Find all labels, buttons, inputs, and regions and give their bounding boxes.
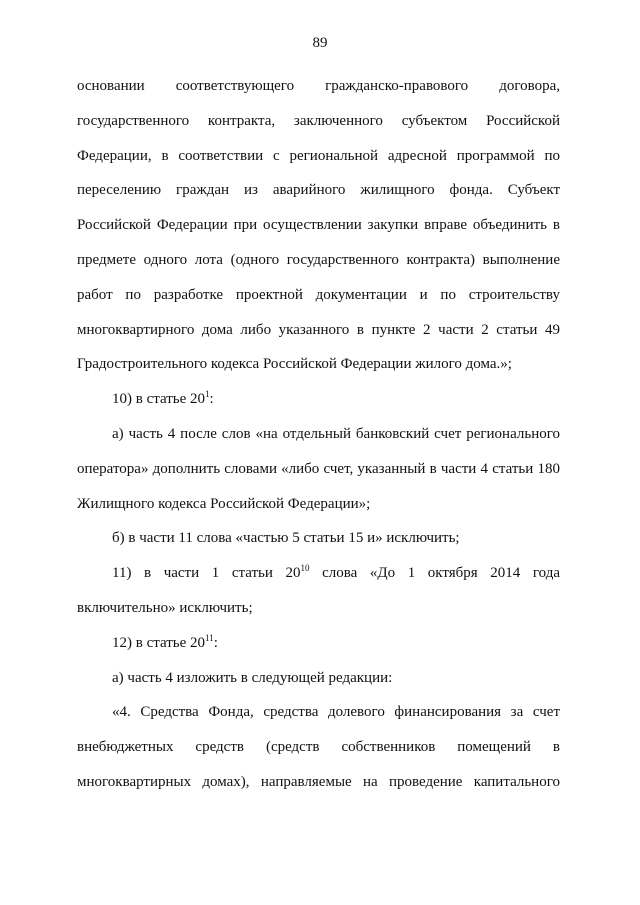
superscript: 11 — [205, 632, 214, 643]
superscript: 10 — [300, 563, 310, 574]
text-line-main: переселению граждан из аварийного жилищного фонда. Субъект — [77, 182, 560, 199]
text-line — [77, 139, 560, 174]
text-line-main: внебюджетных средств (средств собственников помещений в — [77, 739, 560, 756]
text-line — [77, 104, 560, 139]
text-line-tail: : — [209, 391, 214, 408]
document-body — [77, 69, 560, 800]
text-line-main: а) часть 4 после слов «на отдельный банковский счет регионального — [112, 425, 560, 442]
text-line — [77, 382, 560, 417]
text-line-main: а) часть 4 изложить в следующей редакции: — [112, 669, 393, 686]
text-line — [77, 313, 560, 348]
text-line-main: многоквартирных домах), направляемые на проведение капитального — [77, 773, 560, 790]
text-line-main: оператора» дополнить словами «либо счет, указанный в части 4 статьи 180 — [77, 460, 560, 477]
text-line-main: 12) в статье 20 — [112, 634, 206, 651]
text-line-main: включительно» исключить; — [77, 599, 253, 616]
text-line — [77, 661, 560, 696]
text-line-main: Градостроительного кодекса Российской Федерации жилого дома.»; — [77, 356, 512, 373]
text-line — [77, 591, 560, 626]
text-line — [77, 243, 560, 278]
text-line-main: 10) в статье 20 — [112, 391, 206, 408]
text-line-main: 11) в части 1 статьи 20 — [112, 565, 301, 582]
text-line-main: государственного контракта, заключенного субъектом Российской — [77, 112, 560, 129]
text-line — [77, 521, 560, 556]
text-line — [77, 417, 560, 452]
text-line — [77, 765, 560, 800]
text-line — [77, 452, 560, 487]
text-line-tail: : — [213, 634, 218, 651]
text-line — [77, 730, 560, 765]
text-line-main: основании соответствующего гражданско-правового договора, — [77, 78, 560, 94]
text-line-main: «4. Средства Фонда, средства долевого финансирования за счет — [112, 704, 560, 721]
text-line — [77, 347, 560, 382]
text-line-main: Жилищного кодекса Российской Федерации»; — [77, 495, 371, 512]
text-line-main: многоквартирного дома либо указанного в пункте 2 части 2 статьи 49 — [77, 321, 560, 338]
text-line-main: предмете одного лота (одного государственного контракта) выполнение — [77, 251, 560, 268]
text-line-tail: слова «До 1 октября 2014 года — [309, 565, 560, 582]
text-line — [77, 69, 560, 104]
text-line-main: Федерации, в соответствии с региональной адресной программой по — [77, 147, 560, 164]
text-line — [77, 695, 560, 730]
text-line — [77, 487, 560, 522]
text-line — [77, 556, 560, 591]
text-line — [77, 278, 560, 313]
text-line-main: Российской Федерации при осуществлении закупки вправе объединить в — [77, 217, 560, 234]
text-line — [77, 173, 560, 208]
page-number: 89 — [312, 35, 328, 51]
text-line-main: работ по разработке проектной документации и по строительству — [77, 286, 560, 303]
text-line-main: б) в части 11 слова «частью 5 статьи 15 и» исключить; — [112, 530, 460, 547]
text-line — [77, 208, 560, 243]
text-line — [77, 626, 560, 661]
superscript: 1 — [205, 389, 210, 400]
